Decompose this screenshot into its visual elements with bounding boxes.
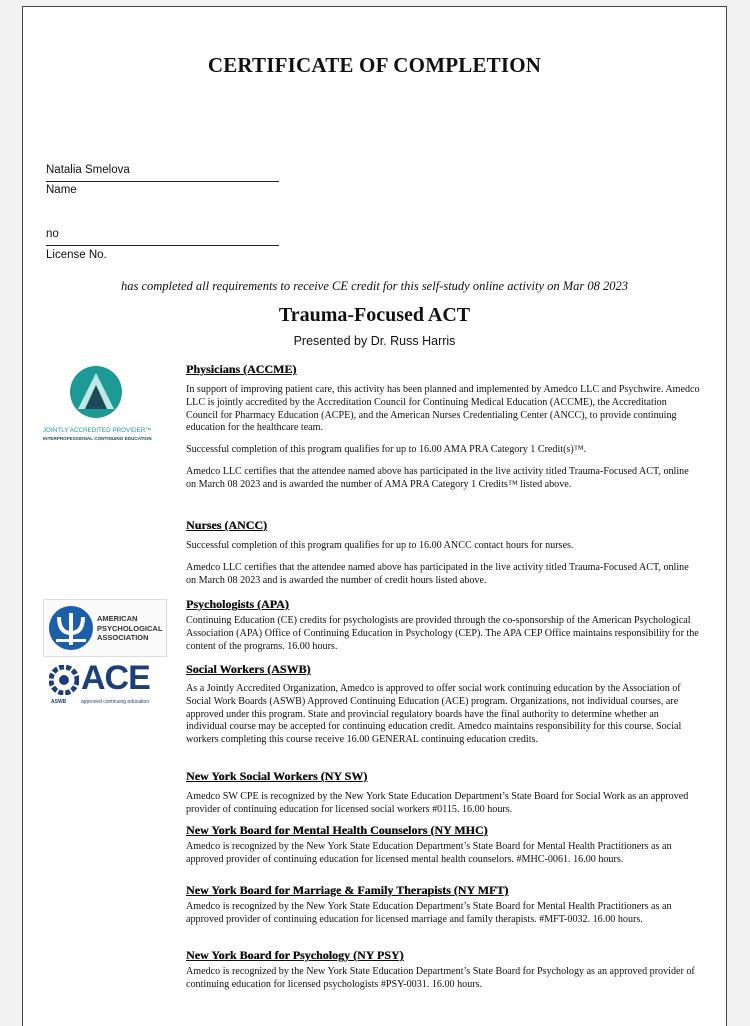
license-underline [46,245,279,246]
section-heading: Nurses (ANCC) [186,518,267,532]
section-ny-marriage-family-therapists [186,883,701,936]
license-value: no [46,228,59,240]
jap-text-line2: INTERPROFESSIONAL CONTINUING EDUCATION [43,436,152,441]
section-heading: Psychologists (APA) [186,597,289,611]
section-paragraph: Successful completion of this program qualifies for up to 16.00 AMA PRA Category 1 Credit(s)™. [186,444,587,456]
jointly-accredited-provider-logo [43,365,163,449]
section-paragraph: In support of improving patient care, this activity has been planned and implemented by Amedco LLC and Psychwire. Amedco LLC is jointly accredited by the Accreditation Council for Continuing Medical Education (ACCME), the Accreditation Council for Pharmacy Education (ACPE), and the American Nurses Credentialing Center (ANCC), to provide continuing education for the healthcare team. [186,384,700,434]
section-heading: New York Social Workers (NY SW) [186,769,368,783]
section-ny-psychology [186,948,701,1001]
apa-psi-icon [47,603,95,653]
section-paragraph: Amedco is recognized by the New York State Education Department’s State Board for Mental Health Practitioners as an approved provider of continuing education for licensed mental health counselors. #MHC-0061. 16.00 hours. [186,841,672,865]
section-paragraph: Successful completion of this program qualifies for up to 16.00 ANCC contact hours for nurses. [186,540,574,551]
section-ny-social-workers [186,769,701,826]
apa-text-line3: ASSOCIATION [97,633,149,642]
section-ny-mental-health-counselors [186,823,701,876]
license-label: License No. [46,249,107,261]
section-paragraph: Amedco is recognized by the New York State Education Department’s State Board for Mental Health Practitioners as an approved provider of continuing education for licensed marriage and family therapists. #MFT-0032. 16.00 hours. [186,901,672,925]
section-heading: New York Board for Psychology (NY PSY) [186,948,404,962]
apa-logo [43,599,167,657]
jap-text-line1: JOINTLY ACCREDITED PROVIDER™ [43,427,152,434]
section-heading: Physicians (ACCME) [186,362,297,376]
certificate-title: CERTIFICATE OF COMPLETION [207,53,542,77]
apa-text-line2: PSYCHOLOGICAL [97,623,163,633]
ace-sub-right: approved continuing education [81,699,150,705]
section-heading: Social Workers (ASWB) [186,662,311,676]
presenter-line: Presented by Dr. Russ Harris [293,334,456,348]
completion-statement: has completed all requirements to receive CE credit for this self-study online activity on Mar 08 2023 [120,279,629,293]
name-underline [46,181,279,182]
aswb-ace-logo [47,659,167,709]
section-physicians [186,362,701,501]
section-paragraph: Amedco LLC certifies that the attendee named above has participated in the live activity titled Trauma-Focused ACT, online on March 08 2023 and is awarded the number of AMA PRA Category 1 Credits™ listed above. [186,465,689,490]
name-label: Name [46,184,77,196]
ace-sub-left: ASWB [51,699,67,705]
course-title: Trauma-Focused ACT [278,304,471,326]
section-paragraph: Continuing Education (CE) credits for psychologists are provided through the co-sponsorship of the American Psychological Association (APA) Office of Continuing Education in Psychology (CEP). The APA CEP Office maintains responsibility for the content of the programs. 16.00 hours. [186,615,699,652]
section-paragraph: Amedco LLC certifies that the attendee named above has participated in the live activity titled Trauma-Focused ACT, online on March 08 2023 and is awarded the number of credit hours listed above. [186,561,689,586]
section-paragraph: Amedco is recognized by the New York State Education Department’s State Board for Psychology as an approved provider of continuing education for licensed psychologists #PSY-0031. 16.00 hours. [186,966,695,990]
section-heading: New York Board for Mental Health Counselors (NY MHC) [186,823,488,837]
ace-text: ACE [81,659,150,697]
section-social-workers [186,662,701,756]
apa-text-line1: AMERICAN [97,614,138,623]
section-paragraph: As a Jointly Accredited Organization, Amedco is approved to offer social work continuing education by the Association of Social Work Boards (ASWB) Approved Continuing Education (ACE) program. Organizations, not individual courses, are approved under this program. State and provincial regulatory boards have the final authority to determine whether an individual course may be accepted for continuing education credit. Amedco maintains responsibility for this course. Social workers completing this course receive 16.00 GENERAL continuing education credits. [186,683,682,746]
section-psychologists [186,597,701,662]
certificate-page [22,6,727,1026]
section-paragraph: Amedco SW CPE is recognized by the New York State Education Department’s State Board for Social Work as an approved provider of continuing education for licensed social workers #0115. 16.00 hours. [186,791,689,815]
name-value: Natalia Smelova [46,164,130,176]
section-heading: New York Board for Marriage & Family Therapists (NY MFT) [186,883,509,897]
aswb-emblem-icon [49,665,79,695]
section-nurses [186,518,701,596]
